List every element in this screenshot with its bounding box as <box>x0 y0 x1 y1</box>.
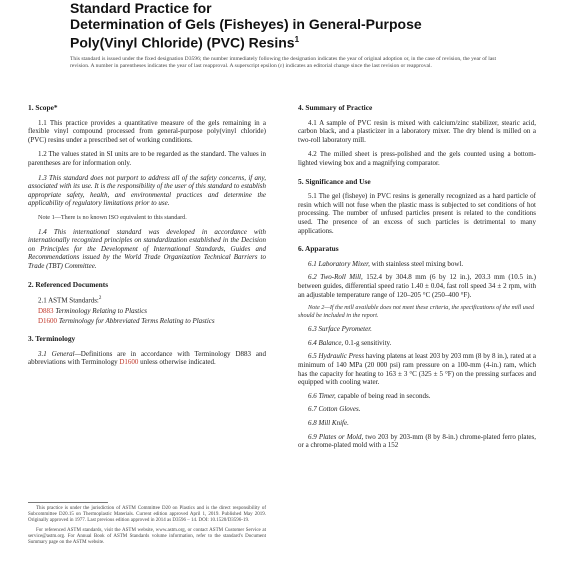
designation-preface: This standard is issued under the fixed designation D3596; the number immediately following the designation indicates the year of original adoption or, in the case of revision, the year of last revision. A number in parentheses indicates the year of last reapproval. A superscript epsilon (ε) indicates an editorial change since the last revision or reapproval. <box>70 56 497 70</box>
apparatus-label: 6.3 Surface Pyrometer. <box>308 325 372 334</box>
apparatus-item <box>298 260 536 269</box>
note-1: Note 1—There is no known ISO equivalent to this standard. <box>38 213 187 221</box>
paragraph-2-1-text: 2.1 ASTM Standards: <box>38 296 99 305</box>
section-heading-significance: 5. Significance and Use <box>298 176 371 186</box>
title-line-2: Determination of Gels (Fisheyes) in General-Purpose <box>70 16 422 32</box>
section-heading-apparatus: 6. Apparatus <box>298 244 339 254</box>
section-heading-summary: 4. Summary of Practice <box>298 103 373 112</box>
paragraph-2-1 <box>28 295 266 305</box>
apparatus-label: 6.6 Timer, <box>308 391 336 400</box>
section-heading-referenced-documents: 2. Referenced Documents <box>28 279 109 289</box>
paragraph-1-4: 1.4 This international standard was developed in accordance with internationally recognized principles on standardization established in the Decision on Principles for the Development of International Standards, Guides and Recommendations issued by the World Trade Organization Technical Barriers to Trade (TBT) Committee. <box>28 227 266 270</box>
section-heading-terminology: 3. Terminology <box>28 334 76 344</box>
apparatus-item <box>298 392 536 401</box>
title-footnote-mark: 1 <box>294 35 300 44</box>
apparatus-label: 6.2 Two-Roll Mill, <box>308 273 363 282</box>
apparatus-label: 6.4 Balance, <box>308 338 344 347</box>
apparatus-text: having platens at least 203 by 203 mm (8 by 8 in.), rated at a minimum of 140 MPa (20 000 psi) ram pressure on a 100-mm (4-in.) ram, which has the capacity for heating to 163 ± 3 °C (325 ± 5 °F) on the pressing surfaces and equipped with cooling water. <box>298 352 536 387</box>
footnotes <box>28 506 266 549</box>
apparatus-text: two 203 by 203-mm (8 by 8-in.) chrome-plated ferro plates, or a chrome-plated mold with a 152 <box>298 432 537 450</box>
apparatus-item <box>298 325 536 334</box>
reference-title: Terminology for Abbreviated Terms Relating to Plastics <box>58 316 215 325</box>
apparatus-text: 152.4 by 304.8 mm (6 by 12 in.), 203.3 mm (10.5 in.) between guides, differential speed ratio 1.40 ± 0.04, fast roll speed 34 ± 2 rpm, with an adjustable temperature range of 120–205 °C (250–400 °F). <box>298 273 536 299</box>
apparatus-text: capable of being read in seconds. <box>335 391 431 400</box>
right-column <box>298 104 536 455</box>
paragraph-3-1-text-a: Definitions are in accordance with Terminology D883 and abbreviations with Terminology <box>28 349 266 367</box>
terminology-code-link[interactable]: D1600 <box>119 358 139 367</box>
apparatus-text: with stainless steel mixing bowl. <box>369 259 464 268</box>
section-heading-scope: 1. Scope* <box>28 103 58 112</box>
reference-title: Terminology Relating to Plastics <box>55 307 148 316</box>
apparatus-label: 6.8 Mill Knife. <box>308 419 349 428</box>
apparatus-label: 6.5 Hydraulic Press <box>308 352 364 361</box>
reference-code-link[interactable]: D1600 <box>38 316 58 325</box>
footnote-mark-2: 2 <box>98 296 102 302</box>
paragraph-1-1: 1.1 This practice provides a quantitative measure of the gels remaining in a flexible vinyl compound processed from general-purpose poly(vinyl chloride) (PVC) resins under a prescribed set of working conditions. <box>28 118 266 144</box>
title-line-3-wrap <box>70 32 510 51</box>
reference-item[interactable] <box>38 307 266 316</box>
paragraph-1-2: 1.2 The values stated in SI units are to be regarded as the standard. The values in parentheses are for information only. <box>28 150 266 167</box>
apparatus-label: 6.9 Plates or Mold, <box>308 432 364 441</box>
paragraph-4-2: 4.2 The milled sheet is press-polished and the gels counted using a bottom-lighted viewing box and a magnifying comparator. <box>298 150 536 167</box>
apparatus-item <box>298 419 536 428</box>
footnote-2: For referenced ASTM standards, visit the ASTM website, www.astm.org, or contact ASTM Customer Service at service@astm.org. For Annual Book of ASTM Standards volume information, refer to the standard's Document Summary page on the ASTM website. <box>28 527 266 546</box>
apparatus-item <box>298 352 536 386</box>
paragraph-3-1-label: 3.1 General— <box>38 349 81 358</box>
apparatus-item <box>298 433 536 450</box>
apparatus-item <box>298 273 536 299</box>
apparatus-label: 6.1 Laboratory Mixer, <box>308 259 370 268</box>
apparatus-item <box>298 405 536 414</box>
reference-code-link[interactable]: D883 <box>38 307 54 316</box>
note-2: Note 2—If the mill available does not meet these criteria, the specifications of the mill used should be included in the report. <box>298 304 535 319</box>
document-title <box>70 0 510 51</box>
title-line-1: Standard Practice for <box>70 0 212 16</box>
paragraph-5-1: 5.1 The gel (fisheye) in PVC resins is generally recognized as a hard particle of resin which will not fuse when the plastic mass is subjected to set conditions of hot processing. The number of unfused particles present is related to the conditions used. The presence of an excess of such particles is detrimental to many applications. <box>298 192 536 235</box>
title-line-3: Poly(Vinyl Chloride) (PVC) Resins <box>70 34 295 51</box>
footnote-1: This practice is under the jurisdiction of ASTM Committee D20 on Plastics and is the direct responsibility of Subcommittee D20.15 on Thermoplastic Materials. Current edition approved April 1, 2019. Published May 2019. Originally approved in 1977. Last previous edition approved in 2014 as D3596 – 14. DOI: 10.1520/D3596-19. <box>28 506 266 524</box>
paragraph-1-3: 1.3 This standard does not purport to address all of the safety concerns, if any, associated with its use. It is the responsibility of the user of this standard to establish appropriate safety, health, and environmental practices and determine the applicability of regulatory limitations prior to use. <box>28 173 266 208</box>
apparatus-item <box>298 339 536 348</box>
apparatus-text: 0.1-g sensitivity. <box>343 338 392 347</box>
reference-item[interactable] <box>38 317 266 326</box>
paragraph-3-1-text-b: unless otherwise indicated. <box>138 358 216 367</box>
paragraph-4-1: 4.1 A sample of PVC resin is mixed with calcium/zinc stabilizer, stearic acid, carbon black, and a plasticizer in a laboratory mixer. The dry blend is milled on a two-roll laboratory mill. <box>298 118 536 144</box>
apparatus-label: 6.7 Cotton Gloves. <box>308 405 361 414</box>
left-column <box>28 104 266 373</box>
paragraph-3-1 <box>28 350 266 367</box>
footnote-divider <box>28 502 108 503</box>
